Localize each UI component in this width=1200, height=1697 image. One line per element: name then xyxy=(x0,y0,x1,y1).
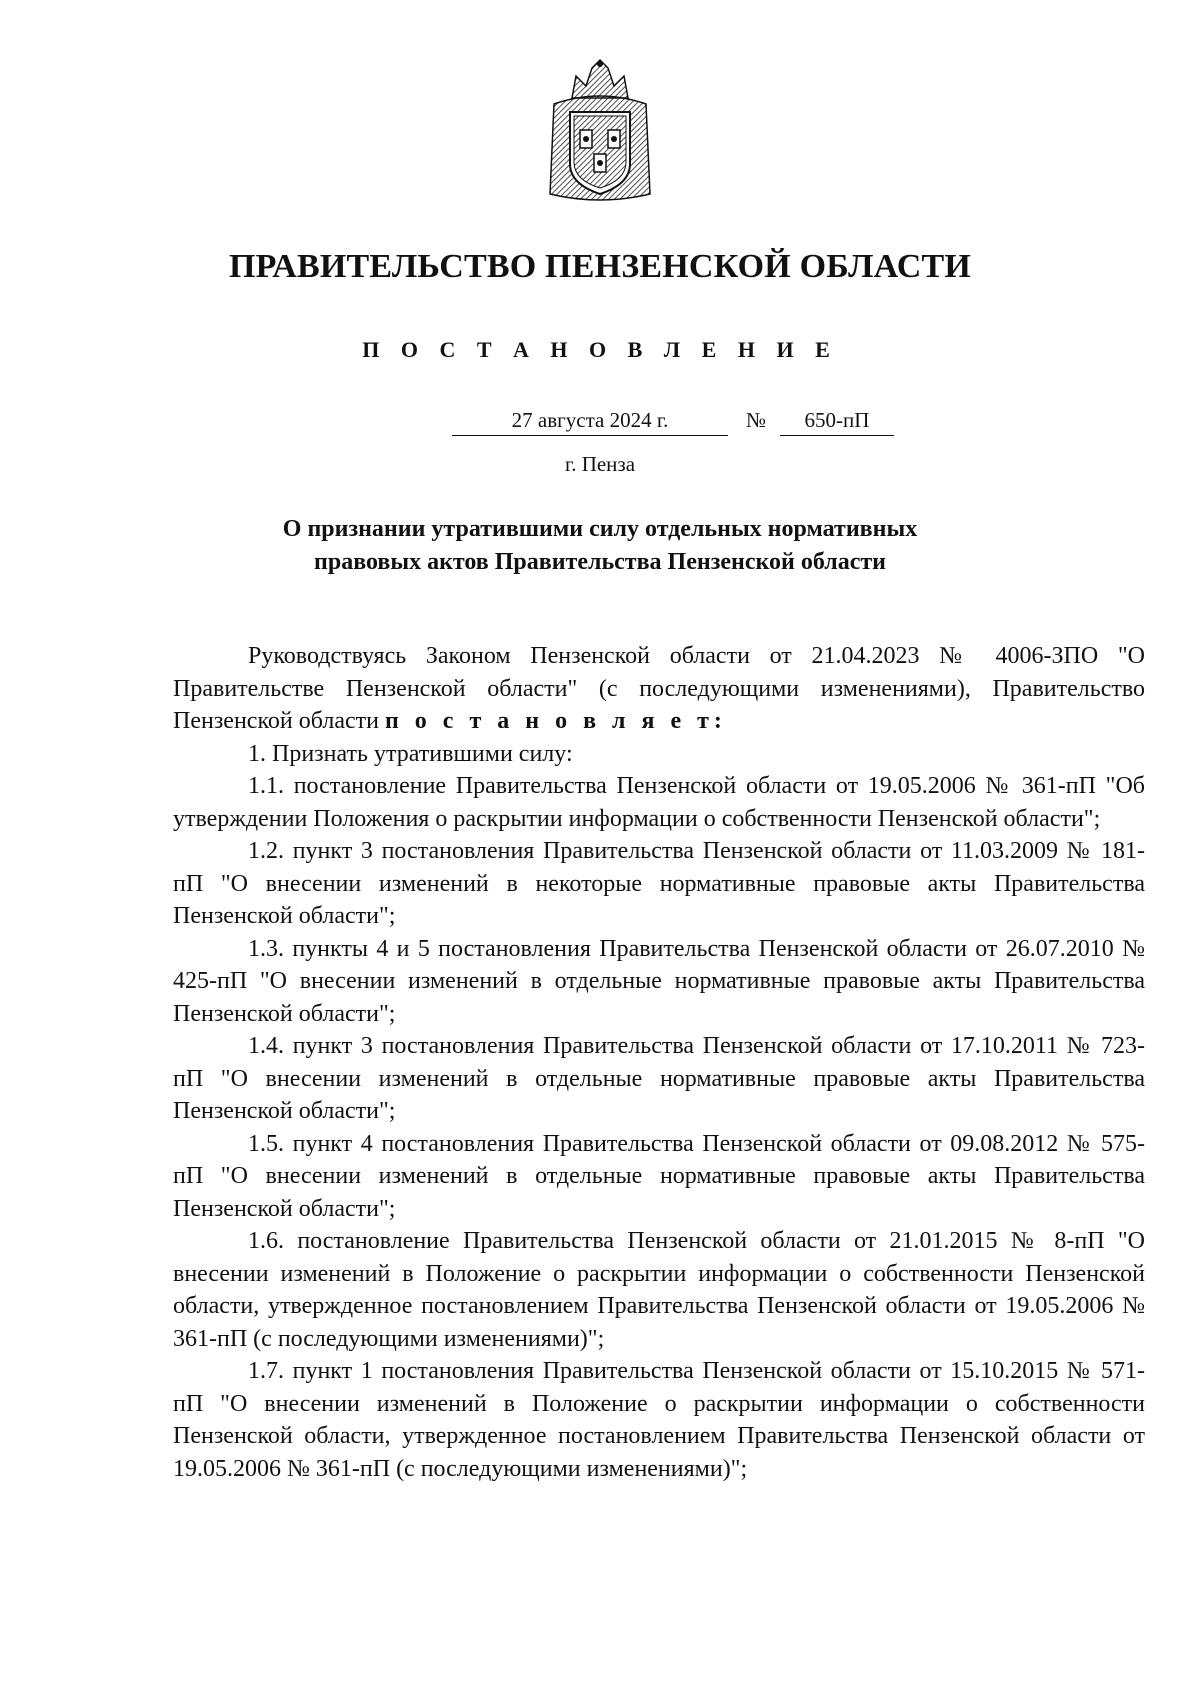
body-paragraph: 1.7. пункт 1 постановления Правительства Пензенской области от 15.10.2015 № 571-пП "О внесении изменений в Положение о раскрытии информации о собственности Пензенской области, утвержденное постановлением Правительства Пензенской области от 19.05.2006 № 361-пП (с последующими изменениями)"; xyxy=(173,1358,1145,1482)
document-number: 650-пП xyxy=(780,408,894,436)
body-paragraph: 1. Признать утратившими силу: xyxy=(248,740,573,767)
document-date: 27 августа 2024 г. xyxy=(452,408,728,436)
document-subject xyxy=(250,513,950,579)
body-paragraph: 1.3. пункты 4 и 5 постановления Правительства Пензенской области от 26.07.2010 № 425-пП "О внесении изменений в отдельные нормативные правовые акты Правительства Пензенской области"; xyxy=(173,935,1145,1027)
date-number-line xyxy=(0,408,1200,438)
coat-of-arms-icon xyxy=(540,58,660,208)
subject-line-1: О признании утратившими силу отдельных нормативных xyxy=(282,516,918,542)
body-paragraph: 1.6. постановление Правительства Пензенской области от 21.01.2015 № 8-пП "О внесении изменений в Положение о раскрытии информации о собственности Пензенской области, утвержденное постановлением Правительства Пензенской области от 19.05.2006 № 361-пП (с последующими изменениями)"; xyxy=(173,1228,1145,1352)
preamble-text: Руководствуясь Законом Пензенской области от 21.04.2023 № 4006-ЗПО "О Правительстве Пензенской области" (с последующими изменениями), Правительство Пензенской области xyxy=(173,643,1145,734)
subject-line-2: правовых актов Правительства Пензенской области xyxy=(314,549,886,575)
city: г. Пенза xyxy=(564,452,636,476)
body-paragraph: 1.2. пункт 3 постановления Правительства Пензенской области от 11.03.2009 № 181-пП "О внесении изменений в некоторые нормативные правовые акты Правительства Пензенской области"; xyxy=(173,838,1145,929)
organization-title: ПРАВИТЕЛЬСТВО ПЕНЗЕНСКОЙ ОБЛАСТИ xyxy=(228,248,971,285)
body-paragraph: 1.4. пункт 3 постановления Правительства Пензенской области от 17.10.2011 № 723-пП "О внесении изменений в отдельные нормативные правовые акты Правительства Пензенской области"; xyxy=(173,1033,1145,1124)
document-type: П О С Т А Н О В Л Е Н И Е xyxy=(362,337,838,362)
number-sign: № xyxy=(746,408,767,432)
preamble-paragraph xyxy=(173,640,1145,738)
body-paragraph: 1.1. постановление Правительства Пензенской области от 19.05.2006 № 361-пП "Об утверждении Положения о раскрытии информации о собственности Пензенской области"; xyxy=(173,773,1145,832)
preamble-verb: п о с т а н о в л я е т: xyxy=(384,708,727,734)
body-paragraph: 1.5. пункт 4 постановления Правительства Пензенской области от 09.08.2012 № 575-пП "О внесении изменений в отдельные нормативные правовые акты Правительства Пензенской области"; xyxy=(173,1130,1145,1222)
document-body xyxy=(173,640,1145,1485)
